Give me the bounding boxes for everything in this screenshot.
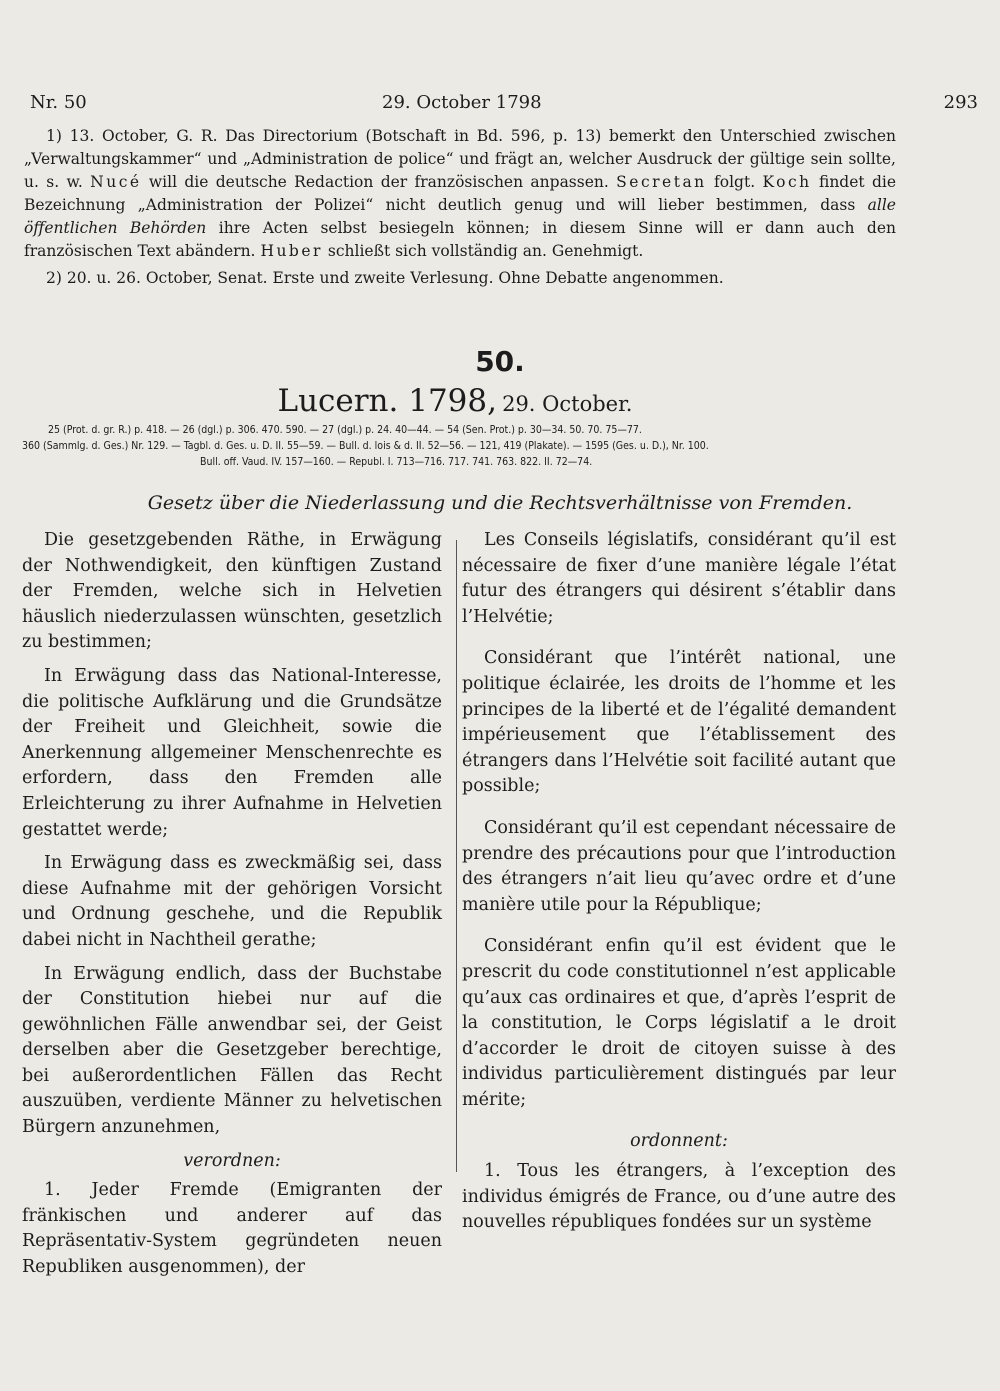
page-header xyxy=(30,92,978,118)
french-paragraph: Les Conseils législatifs, considérant qu’il est nécessaire de fixer d’une manière légale l’état futur des étrangers qui désirent s’établir dans l’Helvétie; xyxy=(462,530,896,627)
speaker-name: Nucé xyxy=(90,173,142,191)
document-date: 29. October. xyxy=(502,392,633,416)
document-number: 50. xyxy=(475,345,525,378)
footnote-2: 2) 20. u. 26. October, Senat. Erste und zweite Verlesung. Ohne Debatte angenommen. xyxy=(46,269,724,287)
german-column xyxy=(22,528,442,1289)
speaker-name: Secretan xyxy=(616,173,707,191)
german-paragraph: Die gesetzgebenden Räthe, in Erwägung der Nothwendigkeit, den künftigen Zustand der Fremden, welche sich in Helvetien häuslich niederzulassen wünschten, gesetzlich zu bestimmen; xyxy=(22,530,442,653)
german-paragraph: In Erwägung dass das National-Interesse, die politische Aufklärung und die Grundsätze der Freiheit und Gleichheit, sowie die Anerkennung allgemeiner Menschenrechte es erfordern, dass den Fremden alle Erleichterung zu ihrer Aufnahme in Helvetien gestattet werde; xyxy=(22,665,442,840)
german-paragraph: In Erwägung endlich, dass der Buchstabe der Constitution hiebei nur auf die gewöhnlichen Fälle anwendbar sei, der Geist derselben aber die Gesetzgeber berechtige, bei außerordentlichen Fällen das Recht auszuüben, verdiente Männer zu helvetischen Bürgern anzunehmen, xyxy=(22,963,442,1138)
law-title: Gesetz über die Niederlassung und die Rechtsverhältnisse von Fremden. xyxy=(147,492,853,514)
french-column xyxy=(462,528,896,1252)
document-heading xyxy=(0,383,910,419)
french-article-1: 1. Tous les étrangers, à l’exception des individus émigrés de France, ou d’une autre des nouvelles républiques fondées sur un système xyxy=(462,1161,896,1233)
source-references xyxy=(22,422,902,470)
footnotes xyxy=(24,125,896,290)
german-paragraph: In Erwägung dass es zweckmäßig sei, dass diese Aufnahme mit der gehörigen Vorsicht und Ordnung geschehe, und die Republik dabei nicht in Nachtheil gerathe; xyxy=(22,853,442,950)
french-paragraph: Considérant que l’intérêt national, une politique éclairée, les droits de l’homme et les principes de la liberté et de l’égalité demandent impérieusement que l’établissement des étrangers dans l’Helvétie soit facilité autant que possible; xyxy=(462,648,896,797)
document-place-year: Lucern. 1798, xyxy=(277,383,497,419)
german-article-1: 1. Jeder Fremde (Emigranten der fränkischen und anderer auf das Repräsentativ-System gegründeten neuen Republiken ausgenommen), der xyxy=(22,1180,442,1278)
german-enacting-verb: verordnen: xyxy=(183,1150,281,1171)
reference-line: Bull. off. Vaud. IV. 157—160. — Republ. I. 713—716. 717. 741. 763. 822. II. 72—74. xyxy=(200,456,593,468)
french-paragraph: Considérant enfin qu’il est évident que le prescrit du code constitutionnel n’est applicable qu’aux cas ordinaires et que, d’après l’esprit de la constitution, le Corps législatif a le droit d’accorder le droit de citoyen suisse à des individus particulièrement distingués par leur mérite; xyxy=(462,936,896,1110)
footnote-text: folgt. xyxy=(714,173,756,191)
reference-line: 25 (Prot. d. gr. R.) p. 418. — 26 (dgl.) p. 306. 470. 590. — 27 (dgl.) p. 24. 40—44. — 54 (Sen. Prot.) p. 30—34. 50. 70. 75—77. xyxy=(48,424,642,436)
page-number: 293 xyxy=(943,92,978,113)
speaker-name: Huber xyxy=(260,242,323,260)
french-paragraph: Considérant qu’il est cependant nécessaire de prendre des précautions pour que l’introduction des étrangers n’ait lieu qu’avec ordre et d’une manière utile pour la République; xyxy=(462,817,896,915)
header-date: 29. October 1798 xyxy=(382,92,542,113)
footnote-1 xyxy=(24,125,896,263)
footnote-text: findet die Bezeichnung „Administration der Polizei“ nicht deutlich genug und will lieber bestimmen, dass xyxy=(24,173,897,214)
footnote-text: schließt sich vollständig an. Genehmigt. xyxy=(327,242,644,260)
speaker-name: Koch xyxy=(762,173,812,191)
footnote-text: will die deutsche Redaction der französischen anpassen. xyxy=(148,173,609,191)
french-enacting-verb: ordonnent: xyxy=(630,1131,728,1152)
footnote-text: 1) 13. October, G. R. Das Directorium (Botschaft in Bd. 596, p. 13) bemerkt den Unterschied zwischen „Verwaltungskammer“ und „Administration de police“ und frägt an, welcher Ausdruck der gültige sein sollte, u. s. w. xyxy=(24,127,896,191)
footnote-emphasis: alle öffentlichen Behörden xyxy=(24,196,896,237)
column-divider xyxy=(456,540,457,1172)
reference-line: 360 (Sammlg. d. Ges.) Nr. 129. — Tagbl. d. Ges. u. D. II. 55—59. — Bull. d. lois & d. II. 52—56. — 121, 419 (Plakate). — 1595 (Ges. u. D.), Nr. 100. xyxy=(22,440,709,452)
footnote-text: ihre Acten selbst besiegeln können; in diesem Sinne will er dann auch den französischen Text abändern. xyxy=(24,219,896,260)
header-number: Nr. 50 xyxy=(30,92,87,113)
